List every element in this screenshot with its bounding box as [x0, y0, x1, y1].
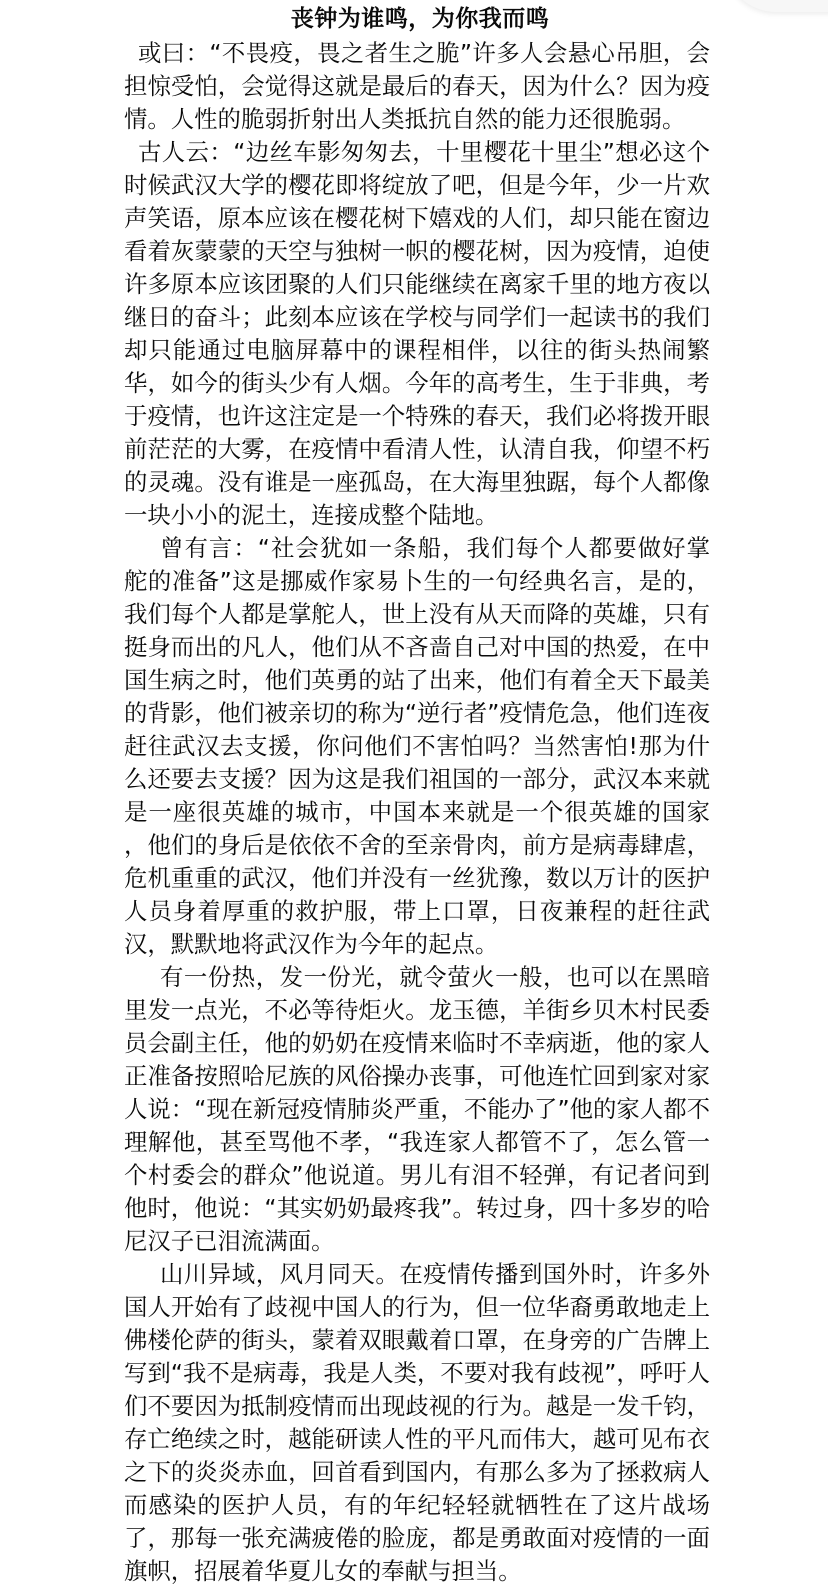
essay-body: [124, 3, 710, 1588]
paragraph-5: 山川异域，风月同天。在疫情传播到国外时，许多外国人开始有了歧视中国人的行为，但一位华裔勇敢地走上佛楼伦萨的街头，蒙着双眼戴着口罩，在身旁的广告牌上写到“我不是病毒，我是人类，不要对我有歧视”，呼吁人们不要因为抵制疫情而出现歧视的行为。越是一发千钧，存亡绝续之时，越能研读人性的平凡而伟大，越可见布衣之下的炎炎赤血，回首看到国内，有那么多为了拯救病人而感染的医护人员，有的年纪轻轻就牺牲在了这片战场了，那每一张充满疲倦的脸庞，都是勇敢面对疫情的一面旗帜，招展着华夏儿女的奉献与担当。: [124, 1260, 710, 1585]
paragraph-4: 有一份热，发一份光，就令萤火一般，也可以在黑暗里发一点光，不必等待炬火。龙玉德，羊街乡贝木村民委员会副主任，他的奶奶在疫情来临时不幸病逝，他的家人正准备按照哈尼族的风俗操办丧事，可他连忙回到家对家人说：“现在新冠疫情肺炎严重，不能办了”他的家人都不理解他，甚至骂他不孝，“我连家人都管不了，怎么管一个村委会的群众”他说道。男儿有泪不轻弹，有记者问到他时，他说：“其实奶奶最疼我”。转过身，四十多岁的哈尼汉子已泪流满面。: [124, 963, 710, 1255]
paragraph-1: 或曰：“不畏疫，畏之者生之脆”许多人会悬心吊胆，会担惊受怕，会觉得这就是最后的春天，因为什么？因为疫情。人性的脆弱折射出人类抵抗自然的能力还很脆弱。: [124, 39, 710, 133]
paragraph-2: 古人云：“边丝车影匆匆去，十里樱花十里尘”想必这个时候武汉大学的樱花即将绽放了吧，但是今年，少一片欢声笑语，原本应该在樱花树下嬉戏的人们，却只能在窗边看着灰蒙蒙的天空与独树一帜的樱花树，因为疫情，迫使许多原本应该团聚的人们只能继续在离家千里的地方夜以继日的奋斗；此刻本应该在学校与同学们一起读书的我们却只能通过电脑屏幕中的课程相伴，以往的街头热闹繁华，如今的街头少有人烟。今年的高考生，生于非典，考于疫情，也许这注定是一个特殊的春天，我们必将拨开眼前茫茫的大雾，在疫情中看清人性，认清自我，仰望不朽的灵魂。没有谁是一座孤岛，在大海里独踞，每个人都像一块小小的泥土，连接成整个陆地。: [124, 138, 710, 529]
paragraph-3: 曾有言：“社会犹如一条船，我们每个人都要做好掌舵的准备”这是挪威作家易卜生的一句经典名言，是的，我们每个人都是掌舵人，世上没有从天而降的英雄，只有挺身而出的凡人，他们从不吝啬自己对中国的热爱，在中国生病之时，他们英勇的站了出来，他们有着全天下最美的背影，他们被亲切的称为“逆行者”疫情危急，他们连夜赶往武汉去支援，你问他们不害怕吗？当然害怕!那为什么还要去支援？因为这是我们祖国的一部分，武汉本来就是一座很英雄的城市，中国本来就是一个很英雄的国家 ，他们的身后是依依不舍的至亲骨肉，前方是病毒肆虐，危机重重的武汉，他们并没有一丝犹豫，数以万计的医护人员身着厚重的救护服，带上口罩，日夜兼程的赶往武汉，默默地将武汉作为今年的起点。: [124, 534, 710, 958]
page-corner-shadow: [724, 0, 828, 12]
essay-title: 丧钟为谁鸣，为你我而鸣: [290, 6, 550, 32]
